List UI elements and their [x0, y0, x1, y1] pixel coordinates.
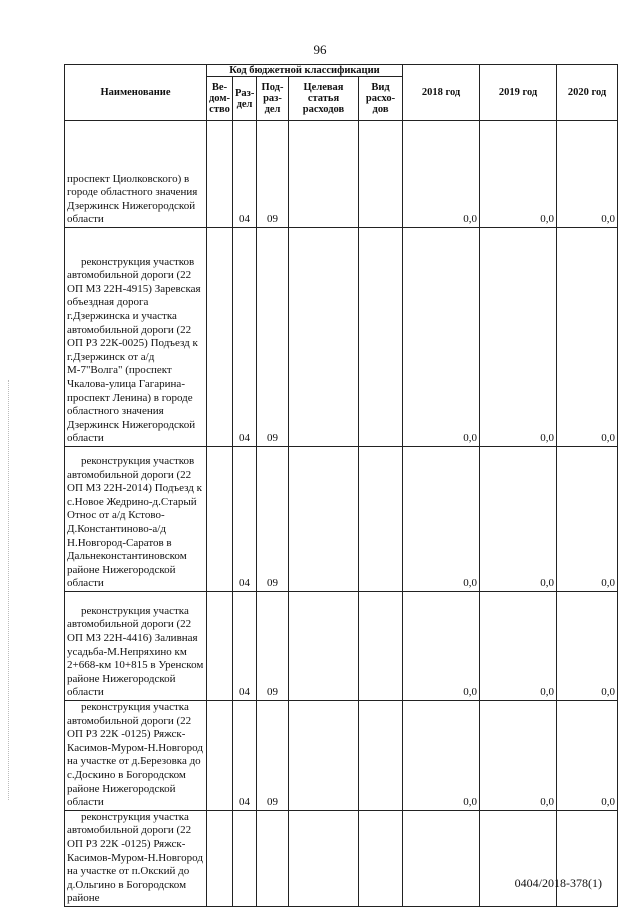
table-row — [65, 810, 618, 906]
table-row — [65, 592, 618, 701]
row-vedomstvo — [207, 810, 233, 906]
row-2019: 0,0 — [480, 447, 557, 592]
row-vid — [359, 121, 403, 228]
row-tselevaya — [289, 810, 359, 906]
header-2018: 2018 год — [403, 65, 480, 121]
row-2019: 0,0 — [480, 701, 557, 811]
row-name: проспект Циолковского) в городе областного значения Дзержинск Нижегородской области — [65, 121, 207, 228]
header-name: Наименование — [65, 65, 207, 121]
row-razdel: 04 — [233, 447, 257, 592]
row-vedomstvo — [207, 121, 233, 228]
budget-table — [64, 64, 618, 907]
row-tselevaya — [289, 447, 359, 592]
row-vid — [359, 810, 403, 906]
header-vid: Вид расхо-дов — [359, 77, 403, 121]
row-2018: 0,0 — [403, 447, 480, 592]
header-classification-group: Код бюджетной классификации — [207, 65, 403, 77]
row-2019 — [480, 810, 557, 906]
row-vid — [359, 592, 403, 701]
row-tselevaya — [289, 228, 359, 447]
header-podrazdel: Под-раз-дел — [257, 77, 289, 121]
row-tselevaya — [289, 701, 359, 811]
page-number: 96 — [313, 42, 327, 57]
table-row — [65, 447, 618, 592]
row-tselevaya — [289, 121, 359, 228]
row-razdel: 04 — [233, 592, 257, 701]
header-2020: 2020 год — [557, 65, 618, 121]
row-2020: 0,0 — [557, 701, 618, 811]
header-2019: 2019 год — [480, 65, 557, 121]
row-razdel: 04 — [233, 121, 257, 228]
row-2019: 0,0 — [480, 228, 557, 447]
row-2019: 0,0 — [480, 592, 557, 701]
row-razdel: 04 — [233, 228, 257, 447]
row-name: реконструкция участка автомобильной дороги (22 ОП МЗ 22Н-4416) Заливная усадьба-М.Непряхино км 2+668-км 10+815 в Уренском районе Нижегородской области — [65, 592, 207, 701]
row-2018: 0,0 — [403, 121, 480, 228]
row-podrazdel: 09 — [257, 701, 289, 811]
row-vid — [359, 228, 403, 447]
row-name: реконструкция участков автомобильной дороги (22 ОП МЗ 22Н-4915) Заревская объездная дорога г.Дзержинска и участка автомобильной дороги (22 ОП РЗ 22К-0025) Подъезд к г.Дзержинск от а/д М-7"Волга" (проспект Чкалова-улица Гагарина-проспект Ленина) в городе областного значения Дзержинск Нижегородской области — [65, 228, 207, 447]
header-razdel: Раз-дел — [233, 77, 257, 121]
row-2020: 0,0 — [557, 447, 618, 592]
row-podrazdel: 09 — [257, 121, 289, 228]
row-2020: 0,0 — [557, 228, 618, 447]
row-podrazdel: 09 — [257, 447, 289, 592]
scan-margin-line — [8, 380, 10, 800]
header-vedomstvo: Ве-дом-ство — [207, 77, 233, 121]
row-vedomstvo — [207, 592, 233, 701]
row-name: реконструкция участка автомобильной дороги (22 ОП РЗ 22К -0125) Ряжск-Касимов-Муром-Н.Новгород на участке от д.Березовка до с.Доскино в Богородском районе Нижегородской области — [65, 701, 207, 811]
row-2019: 0,0 — [480, 121, 557, 228]
row-vid — [359, 701, 403, 811]
row-2018: 0,0 — [403, 592, 480, 701]
row-podrazdel — [257, 810, 289, 906]
row-name: реконструкция участков автомобильной дороги (22 ОП МЗ 22Н-2014) Подъезд к с.Новое Жедрино-д.Старый Относ от а/д Кстово-Д.Константиново-а/д Н.Новгород-Саратов в Дальнеконстантиновском районе Нижегородской области — [65, 447, 207, 592]
table-row — [65, 228, 618, 447]
row-2020 — [557, 810, 618, 906]
header-tselevaya: Целевая статья расходов — [289, 77, 359, 121]
row-2020: 0,0 — [557, 121, 618, 228]
row-podrazdel: 09 — [257, 228, 289, 447]
row-2018: 0,0 — [403, 701, 480, 811]
document-code: 0404/2018-378(1) — [514, 876, 602, 890]
row-vedomstvo — [207, 228, 233, 447]
row-vedomstvo — [207, 701, 233, 811]
row-vedomstvo — [207, 447, 233, 592]
row-name: реконструкция участка автомобильной дороги (22 ОП РЗ 22К -0125) Ряжск-Касимов-Муром-Н.Новгород на участке от п.Окский до д.Ольгино в Богородском районе — [65, 810, 207, 906]
row-vid — [359, 447, 403, 592]
row-podrazdel: 09 — [257, 592, 289, 701]
row-2018 — [403, 810, 480, 906]
row-razdel: 04 — [233, 701, 257, 811]
table-row — [65, 701, 618, 811]
table-row — [65, 121, 618, 228]
row-2020: 0,0 — [557, 592, 618, 701]
row-2018: 0,0 — [403, 228, 480, 447]
row-tselevaya — [289, 592, 359, 701]
row-razdel — [233, 810, 257, 906]
